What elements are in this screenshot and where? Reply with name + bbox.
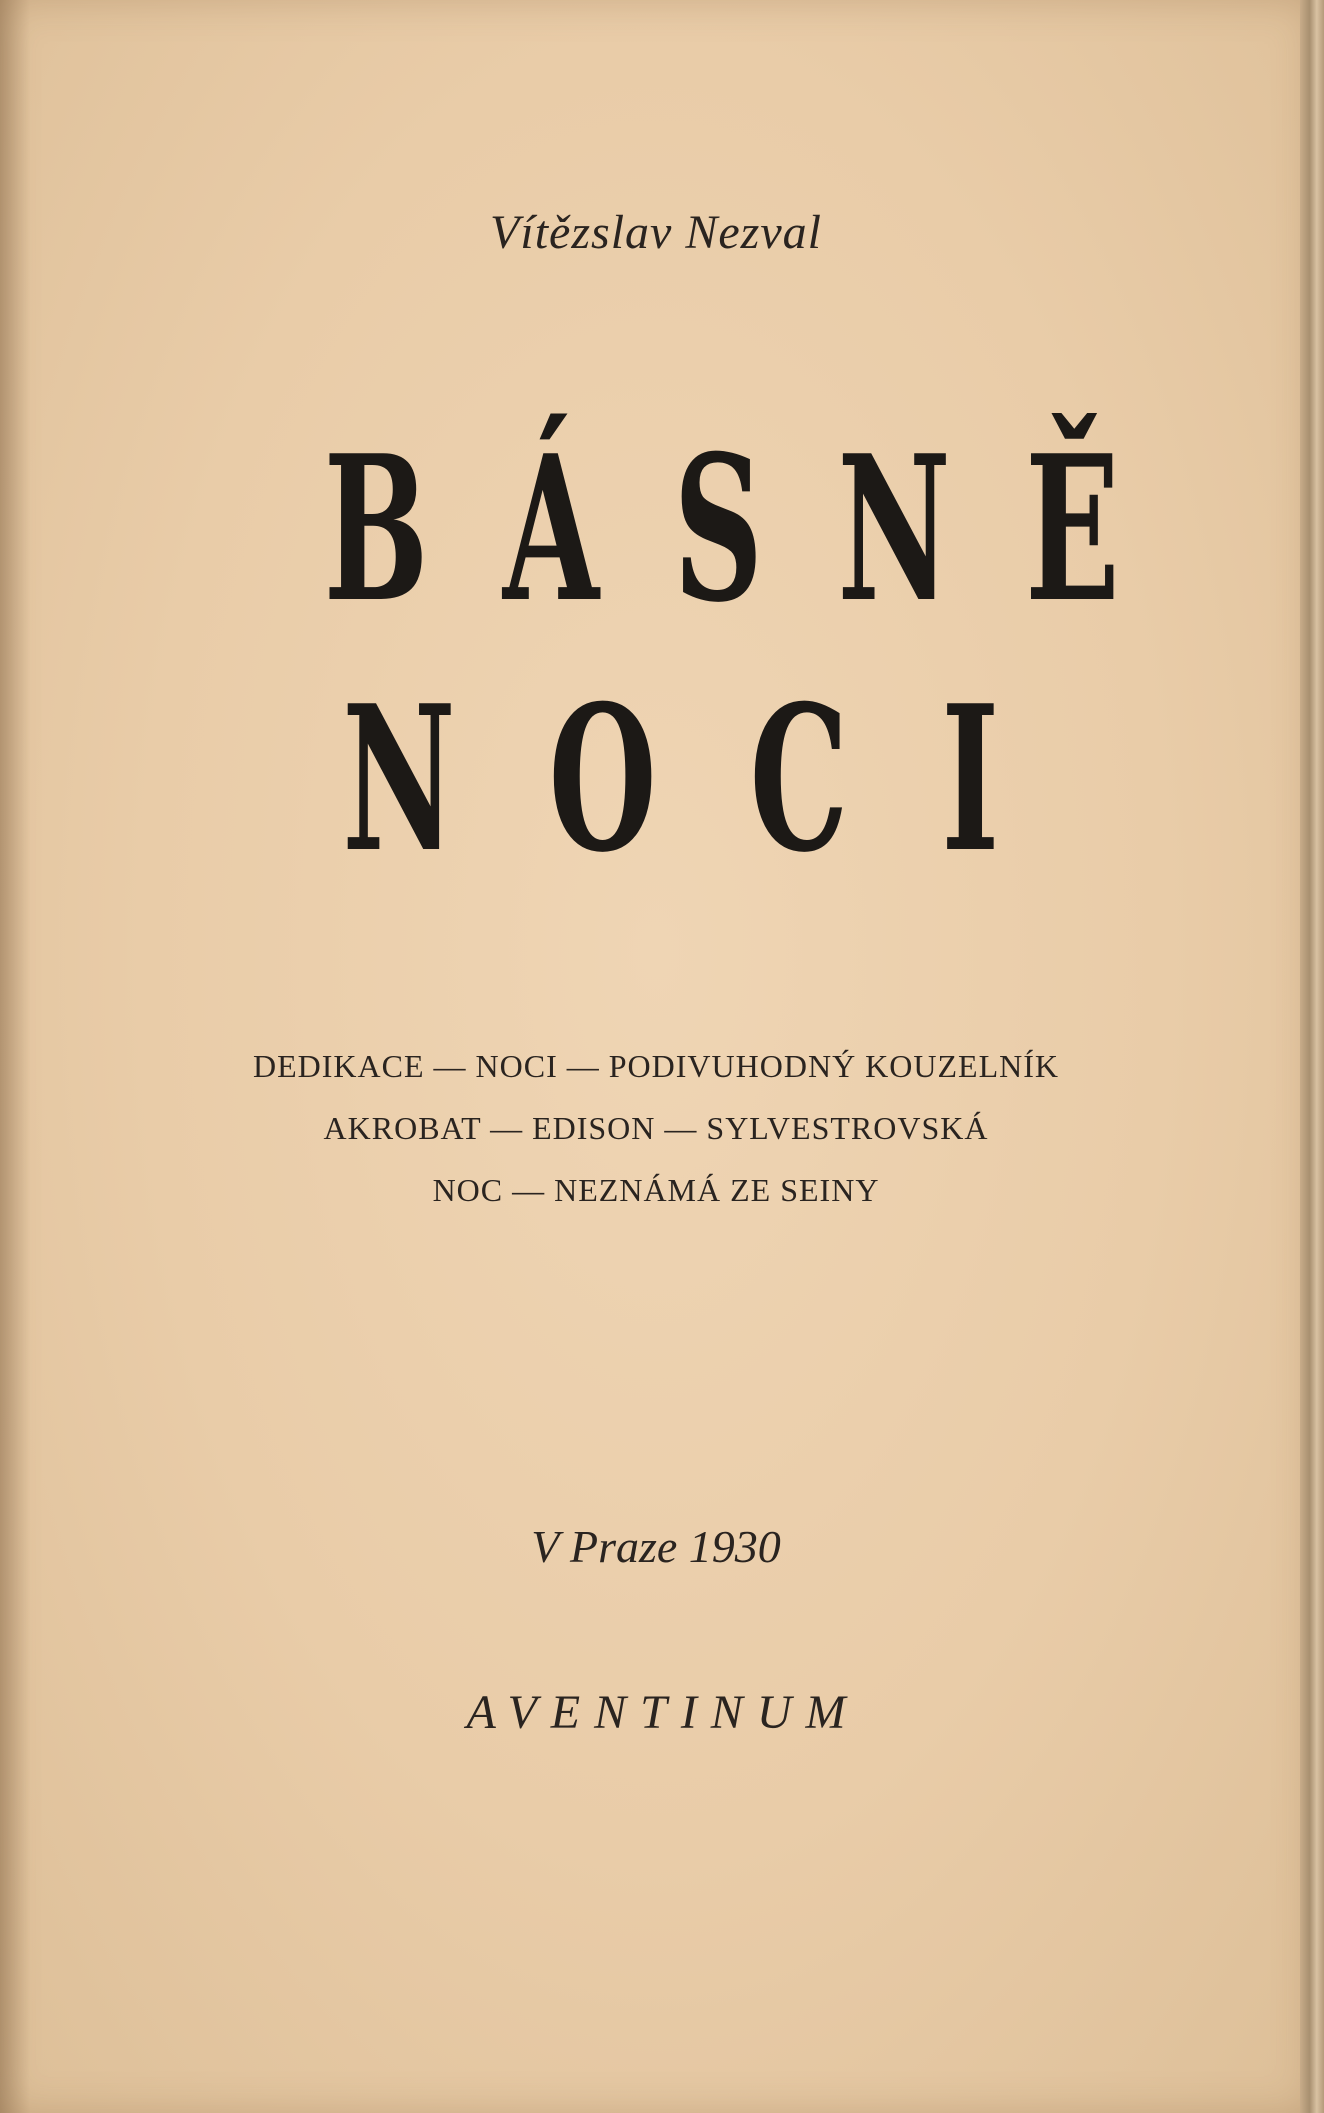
contents-line: DEDIKACE — NOCI — PODIVUHODNÝ KOUZELNÍK: [252, 1048, 1060, 1084]
page-edge: [1300, 0, 1324, 2113]
book-title-line-2: NOCI: [342, 662, 1093, 897]
author-name: Vítězslav Nezval: [490, 206, 822, 259]
contents-line: AKROBAT — EDISON — SYLVESTROVSKÁ: [323, 1110, 989, 1146]
contents-line: NOC — NEZNÁMÁ ZE SEINY: [432, 1172, 880, 1208]
book-title-line-1: BÁSNĚ: [323, 412, 1195, 647]
contents-list: [0, 1035, 1312, 1221]
publisher-name: AVENTINUM: [466, 1686, 860, 1739]
place-and-year: V Praze 1930: [531, 1521, 781, 1572]
